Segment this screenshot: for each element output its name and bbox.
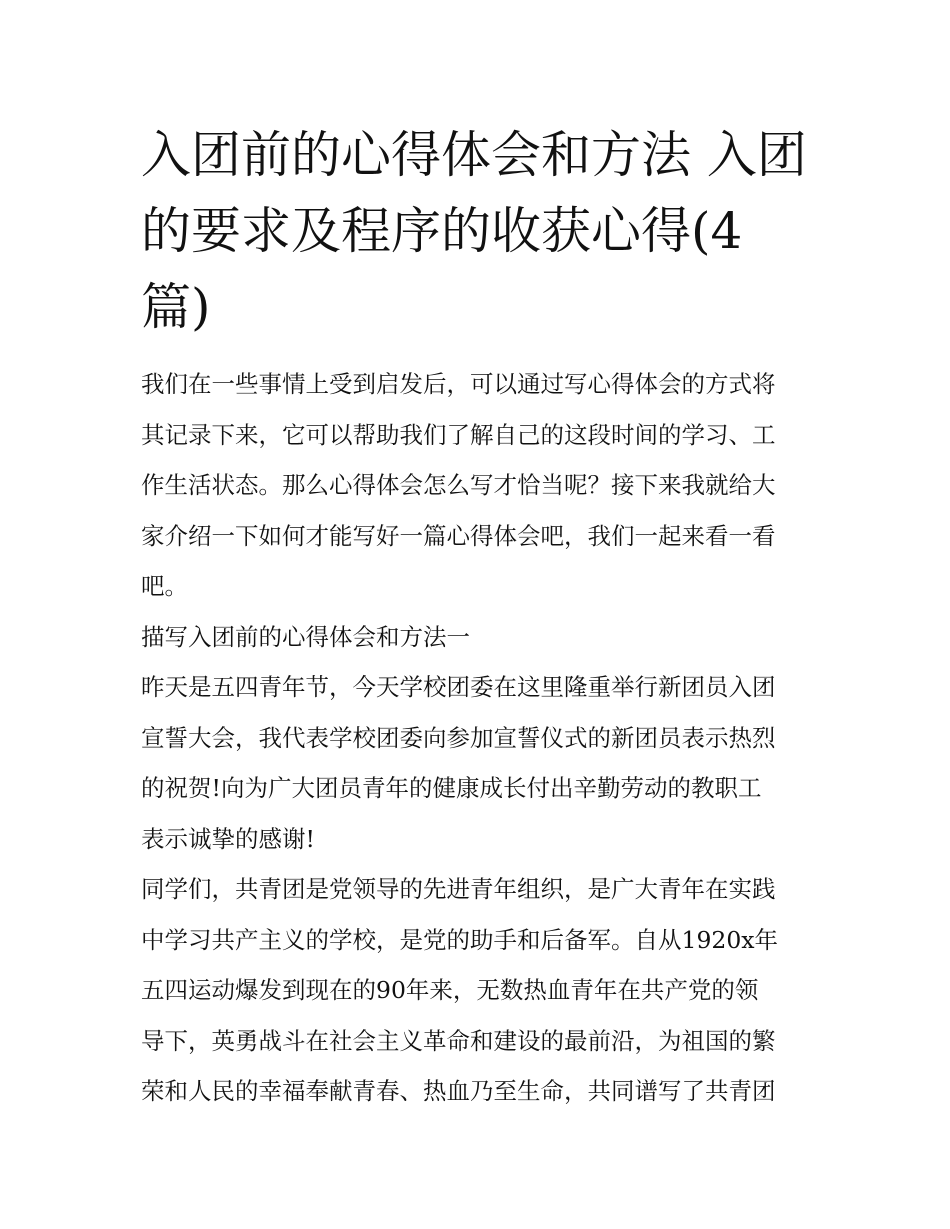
body-line: 吧。 [141,572,188,600]
body-line: 五四运动爆发到现在的90年来，无数热血青年在共产党的领 [141,976,759,1004]
title-line: 篇) [141,278,211,336]
body-line: 中学习共产主义的学校，是党的助手和后备军。自从1920x年 [141,925,779,954]
title-line: 的要求及程序的收获心得(4 [141,202,743,260]
body-line: 我们在一些事情上受到启发后，可以通过写心得体会的方式将 [141,370,776,398]
section-heading: 描写入团前的心得体会和方法一 [141,622,470,651]
body-line: 导下，英勇战斗在社会主义革命和建设的最前沿，为祖国的繁 [141,1026,776,1055]
body-line: 同学们，共青团是党领导的先进青年组织，是广大青年在实践 [141,875,776,903]
document-page [141,117,816,1117]
document-body [141,359,816,1117]
body-line: 其记录下来，它可以帮助我们了解自己的这段时间的学习、工 [141,420,776,449]
body-line: 宣誓大会，我代表学校团委向参加宣誓仪式的新团员表示热烈 [141,723,776,752]
document-title [141,117,816,345]
title-line: 入团前的心得体会和方法 入团 [141,126,807,184]
body-line: 荣和人民的幸福奉献青春、热血乃至生命，共同谱写了共青团 [141,1077,776,1105]
body-line: 表示诚挚的感谢! [141,824,315,853]
body-line: 作生活状态。那么心得体会怎么写才恰当呢？接下来我就给大 [141,471,776,499]
body-line: 家介绍一下如何才能写好一篇心得体会吧，我们一起来看一看 [141,521,776,550]
body-line: 的祝贺!向为广大团员青年的健康成长付出辛勤劳动的教职工 [141,774,762,802]
body-line: 昨天是五四青年节，今天学校团委在这里隆重举行新团员入团 [141,673,776,701]
